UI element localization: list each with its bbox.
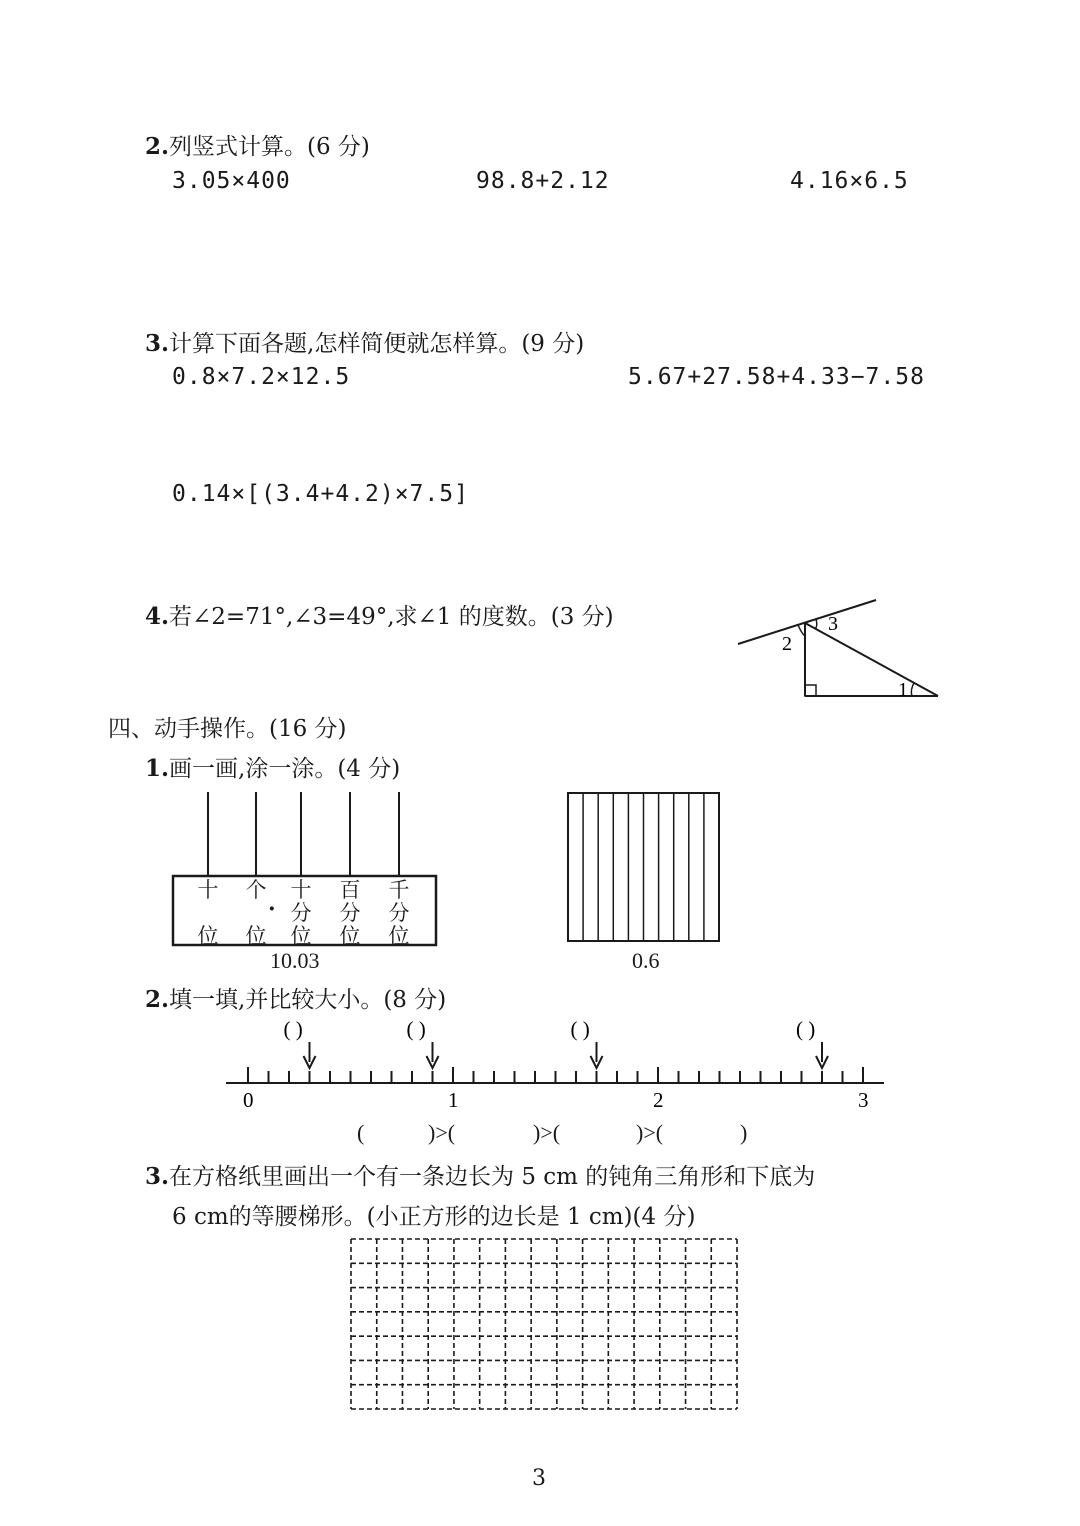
decimal-point: · [268,896,276,922]
answer-blank: ( ) [406,1017,426,1041]
abacus-value: 10.03 [270,948,320,973]
q4-heading: 4.若∠2=71°,∠3=49°,求∠1 的度数。(3 分) [145,603,614,630]
compare-part-5: ) [740,1120,748,1145]
angle-label-2: 2 [782,633,792,655]
grid-value: 0.6 [632,948,660,973]
strip-grid [565,790,723,945]
compare-part-2: )>( [428,1120,456,1145]
place-tens: 十 位 [197,878,219,948]
answer-blank: ( ) [570,1017,590,1041]
axis-label: 2 [653,1088,664,1110]
triangle-figure [730,592,950,707]
p1-heading: 1.画一画,涂一涂。(4 分) [145,755,401,782]
compare-part-1: ( [357,1120,365,1145]
q3-expr-2: 5.67+27.58+4.33−7.58 [628,364,925,390]
q2-expr-1: 3.05×400 [172,168,291,194]
answer-blank: ( ) [796,1017,816,1041]
place-ones: 个 位 [245,878,267,948]
section-4-title: 四、动手操作。(16 分) [108,716,347,742]
place-hundredths: 百 分 位 [339,878,361,948]
p2-heading: 2.填一填,并比较大小。(8 分) [145,986,447,1013]
p3-heading: 3.在方格纸里画出一个有一条边长为 5 cm 的钝角三角形和下底为 [145,1163,816,1190]
answer-blank: ( ) [283,1017,303,1041]
q3-heading: 3.计算下面各题,怎样简便就怎样算。(9 分) [145,330,585,357]
compare-part-4: )>( [636,1120,664,1145]
dashed-grid [348,1236,740,1412]
q2-expr-2: 98.8+2.12 [476,168,610,194]
number-line [220,1010,900,1110]
axis-label: 3 [858,1088,869,1110]
axis-label: 0 [243,1088,254,1110]
axis-label: 1 [448,1088,459,1110]
q2-expr-3: 4.16×6.5 [790,168,909,194]
place-tenths: 十 分 位 [290,878,312,948]
p3-heading-line2: 6 cm的等腰梯形。(小正方形的边长是 1 cm)(4 分) [172,1204,696,1230]
angle-label-3: 3 [828,613,838,635]
angle-label-1: 1 [898,679,908,701]
compare-part-3: )>( [533,1120,561,1145]
q2-heading: 2.列竖式计算。(6 分) [145,133,370,160]
q3-expr-3: 0.14×[(3.4+4.2)×7.5] [172,481,469,507]
place-thousandths: 千 分 位 [388,878,410,948]
page-number: 3 [532,1466,546,1491]
q3-expr-1: 0.8×7.2×12.5 [172,364,351,390]
